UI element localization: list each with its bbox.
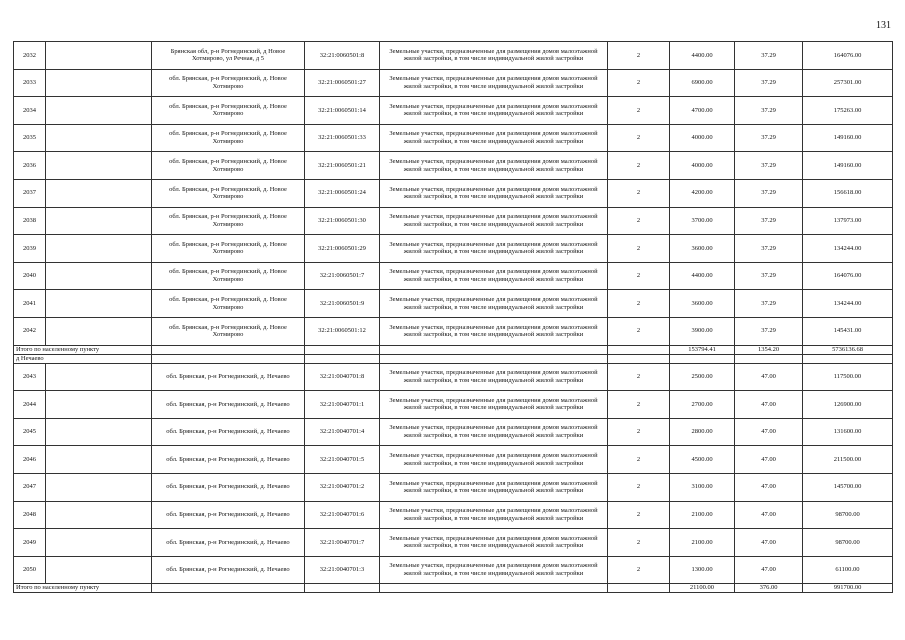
land-purpose-cell: Земельные участки, предназначенные для размещения домов малоэтажной жилой застройки, в том числе индивидуальной жилой застройки: [380, 556, 608, 584]
empty-cell: [380, 584, 608, 593]
cadastral-value-cell: 149160.00: [803, 124, 893, 152]
row-number: 2045: [14, 418, 46, 446]
subtotal-cost: 5736136.68: [803, 345, 893, 354]
row-number: 2033: [14, 69, 46, 97]
address-cell: Брянская обл, р-н Рогнединский, д Новое Хотмирово, ул Речная, д 5: [152, 42, 305, 70]
cadastral-value-cell: 117500.00: [803, 363, 893, 391]
table-row: [14, 473, 893, 501]
address-cell: обл. Брянская, р-н Рогнединский, д. Новое Хотмирово: [152, 290, 305, 318]
address-cell: обл. Брянская, р-н Рогнединский, д. Нечаево: [152, 473, 305, 501]
cadastral-number-cell: 32:21:0040701:3: [305, 556, 380, 584]
land-purpose-cell: Земельные участки, предназначенные для размещения домов малоэтажной жилой застройки, в том числе индивидуальной жилой застройки: [380, 501, 608, 529]
address-cell: обл. Брянская, р-н Рогнединский, д. Нечаево: [152, 501, 305, 529]
address-cell: обл. Брянская, р-н Рогнединский, д. Нечаево: [152, 529, 305, 557]
land-purpose-cell: Земельные участки, предназначенные для размещения домов малоэтажной жилой застройки, в том числе индивидуальной жилой застройки: [380, 152, 608, 180]
cadastral-value-cell: 164076.00: [803, 42, 893, 70]
empty-cell: [46, 262, 152, 290]
category-code-cell: 2: [608, 290, 670, 318]
category-code-cell: 2: [608, 418, 670, 446]
cadastral-value-cell: 145700.00: [803, 473, 893, 501]
empty-cell: [46, 97, 152, 125]
table-row: [14, 418, 893, 446]
subtotal-area: 153794.41: [670, 345, 735, 354]
subtotal-row: [14, 345, 893, 354]
cadastral-value-cell: 211500.00: [803, 446, 893, 474]
empty-cell: [46, 69, 152, 97]
table-row: [14, 391, 893, 419]
unit-value-cell: 47.00: [735, 529, 803, 557]
cadastral-value-cell: 156618.00: [803, 179, 893, 207]
category-code-cell: 2: [608, 529, 670, 557]
area-cell: 4000.00: [670, 124, 735, 152]
cadastral-value-cell: 98700.00: [803, 529, 893, 557]
unit-value-cell: 47.00: [735, 501, 803, 529]
land-purpose-cell: Земельные участки, предназначенные для размещения домов малоэтажной жилой застройки, в том числе индивидуальной жилой застройки: [380, 262, 608, 290]
table-row: [14, 446, 893, 474]
cadastral-number-cell: 32:21:0060501:21: [305, 152, 380, 180]
row-number: 2034: [14, 97, 46, 125]
area-cell: 6900.00: [670, 69, 735, 97]
unit-value-cell: 47.00: [735, 473, 803, 501]
empty-cell: [608, 345, 670, 354]
cadastral-value-cell: 134244.00: [803, 290, 893, 318]
address-cell: обл. Брянская, р-н Рогнединский, д. Новое Хотмирово: [152, 317, 305, 345]
table-row: [14, 207, 893, 235]
area-cell: 2100.00: [670, 529, 735, 557]
area-cell: 3600.00: [670, 235, 735, 263]
unit-value-cell: 37.29: [735, 235, 803, 263]
address-cell: обл. Брянская, р-н Рогнединский, д. Нечаево: [152, 446, 305, 474]
cadastral-value-cell: 134244.00: [803, 235, 893, 263]
table-row: [14, 235, 893, 263]
row-number: 2044: [14, 391, 46, 419]
area-cell: 4400.00: [670, 262, 735, 290]
table-row: [14, 363, 893, 391]
cadastral-value-cell: 98700.00: [803, 501, 893, 529]
table-row: [14, 556, 893, 584]
row-number: 2032: [14, 42, 46, 70]
cadastral-value-cell: 145431.00: [803, 317, 893, 345]
subtotal-unit-value: 1354.20: [735, 345, 803, 354]
unit-value-cell: 37.29: [735, 97, 803, 125]
land-purpose-cell: Земельные участки, предназначенные для размещения домов малоэтажной жилой застройки, в том числе индивидуальной жилой застройки: [380, 179, 608, 207]
cadastral-number-cell: 32:21:0060501:14: [305, 97, 380, 125]
row-number: 2050: [14, 556, 46, 584]
address-cell: обл. Брянская, р-н Рогнединский, д. Новое Хотмирово: [152, 69, 305, 97]
table-row: [14, 317, 893, 345]
address-cell: обл. Брянская, р-н Рогнединский, д. Новое Хотмирово: [152, 152, 305, 180]
address-cell: обл. Брянская, р-н Рогнединский, д. Новое Хотмирово: [152, 179, 305, 207]
unit-value-cell: 37.29: [735, 69, 803, 97]
empty-cell: [380, 354, 608, 363]
empty-cell: [46, 152, 152, 180]
empty-cell: [608, 584, 670, 593]
category-code-cell: 2: [608, 124, 670, 152]
empty-cell: [46, 42, 152, 70]
area-cell: 2800.00: [670, 418, 735, 446]
cadastral-value-cell: 126900.00: [803, 391, 893, 419]
cadastral-value-cell: 175263.00: [803, 97, 893, 125]
row-number: 2048: [14, 501, 46, 529]
unit-value-cell: 47.00: [735, 446, 803, 474]
cadastral-number-cell: 32:21:0040701:8: [305, 363, 380, 391]
category-code-cell: 2: [608, 556, 670, 584]
empty-cell: [46, 235, 152, 263]
address-cell: обл. Брянская, р-н Рогнединский, д. Нечаево: [152, 391, 305, 419]
category-code-cell: 2: [608, 363, 670, 391]
cadastral-number-cell: 32:21:0040701:1: [305, 391, 380, 419]
category-code-cell: 2: [608, 391, 670, 419]
area-cell: 3600.00: [670, 290, 735, 318]
table-row: [14, 152, 893, 180]
unit-value-cell: 47.00: [735, 363, 803, 391]
empty-cell: [735, 354, 803, 363]
cadastral-value-cell: 149160.00: [803, 152, 893, 180]
empty-cell: [46, 179, 152, 207]
unit-value-cell: 37.29: [735, 124, 803, 152]
cadastral-number-cell: 32:21:0040701:4: [305, 418, 380, 446]
address-cell: обл. Брянская, р-н Рогнединский, д. Новое Хотмирово: [152, 262, 305, 290]
empty-cell: [670, 354, 735, 363]
cadastral-number-cell: 32:21:0060501:7: [305, 262, 380, 290]
row-number: 2040: [14, 262, 46, 290]
land-purpose-cell: Земельные участки, предназначенные для размещения домов малоэтажной жилой застройки, в том числе индивидуальной жилой застройки: [380, 124, 608, 152]
empty-cell: [46, 391, 152, 419]
unit-value-cell: 47.00: [735, 418, 803, 446]
area-cell: 4200.00: [670, 179, 735, 207]
cadastral-number-cell: 32:21:0040701:7: [305, 529, 380, 557]
category-code-cell: 2: [608, 501, 670, 529]
cadastral-value-cell: 257301.00: [803, 69, 893, 97]
row-number: 2037: [14, 179, 46, 207]
category-code-cell: 2: [608, 317, 670, 345]
empty-cell: [46, 501, 152, 529]
land-purpose-cell: Земельные участки, предназначенные для размещения домов малоэтажной жилой застройки, в том числе индивидуальной жилой застройки: [380, 446, 608, 474]
land-purpose-cell: Земельные участки, предназначенные для размещения домов малоэтажной жилой застройки, в том числе индивидуальной жилой застройки: [380, 235, 608, 263]
unit-value-cell: 47.00: [735, 556, 803, 584]
address-cell: обл. Брянская, р-н Рогнединский, д. Нечаево: [152, 556, 305, 584]
category-code-cell: 2: [608, 207, 670, 235]
land-purpose-cell: Земельные участки, предназначенные для размещения домов малоэтажной жилой застройки, в том числе индивидуальной жилой застройки: [380, 529, 608, 557]
table-row: [14, 124, 893, 152]
empty-cell: [46, 290, 152, 318]
area-cell: 4400.00: [670, 42, 735, 70]
empty-cell: [803, 354, 893, 363]
row-number: 2042: [14, 317, 46, 345]
land-purpose-cell: Земельные участки, предназначенные для размещения домов малоэтажной жилой застройки, в том числе индивидуальной жилой застройки: [380, 290, 608, 318]
address-cell: обл. Брянская, р-н Рогнединский, д. Новое Хотмирово: [152, 124, 305, 152]
unit-value-cell: 37.29: [735, 207, 803, 235]
empty-cell: [305, 345, 380, 354]
row-number: 2047: [14, 473, 46, 501]
land-purpose-cell: Земельные участки, предназначенные для размещения домов малоэтажной жилой застройки, в том числе индивидуальной жилой застройки: [380, 97, 608, 125]
empty-cell: [608, 354, 670, 363]
empty-cell: [46, 529, 152, 557]
table-row: [14, 529, 893, 557]
table-row: [14, 97, 893, 125]
cadastral-number-cell: 32:21:0060501:8: [305, 42, 380, 70]
empty-cell: [46, 556, 152, 584]
category-code-cell: 2: [608, 152, 670, 180]
unit-value-cell: 37.29: [735, 42, 803, 70]
category-code-cell: 2: [608, 69, 670, 97]
cadastral-number-cell: 32:21:0060501:27: [305, 69, 380, 97]
row-number: 2046: [14, 446, 46, 474]
row-number: 2035: [14, 124, 46, 152]
subtotal-row: [14, 584, 893, 593]
category-code-cell: 2: [608, 97, 670, 125]
address-cell: обл. Брянская, р-н Рогнединский, д. Новое Хотмирово: [152, 235, 305, 263]
settlement-name: д Нечаево: [14, 354, 152, 363]
category-code-cell: 2: [608, 179, 670, 207]
land-registry-table: [13, 41, 893, 593]
address-cell: обл. Брянская, р-н Рогнединский, д. Нечаево: [152, 363, 305, 391]
table-row: [14, 179, 893, 207]
address-cell: обл. Брянская, р-н Рогнединский, д. Новое Хотмирово: [152, 207, 305, 235]
table-row: [14, 42, 893, 70]
empty-cell: [46, 363, 152, 391]
empty-cell: [46, 317, 152, 345]
land-purpose-cell: Земельные участки, предназначенные для размещения домов малоэтажной жилой застройки, в том числе индивидуальной жилой застройки: [380, 418, 608, 446]
land-purpose-cell: Земельные участки, предназначенные для размещения домов малоэтажной жилой застройки, в том числе индивидуальной жилой застройки: [380, 207, 608, 235]
cadastral-value-cell: 61100.00: [803, 556, 893, 584]
cadastral-number-cell: 32:21:0040701:2: [305, 473, 380, 501]
table-row: [14, 501, 893, 529]
unit-value-cell: 37.29: [735, 262, 803, 290]
subtotal-label: Итого по населенному пункту: [14, 584, 152, 593]
address-cell: обл. Брянская, р-н Рогнединский, д. Новое Хотмирово: [152, 97, 305, 125]
category-code-cell: 2: [608, 235, 670, 263]
land-purpose-cell: Земельные участки, предназначенные для размещения домов малоэтажной жилой застройки, в том числе индивидуальной жилой застройки: [380, 391, 608, 419]
row-number: 2038: [14, 207, 46, 235]
row-number: 2041: [14, 290, 46, 318]
land-purpose-cell: Земельные участки, предназначенные для размещения домов малоэтажной жилой застройки, в том числе индивидуальной жилой застройки: [380, 69, 608, 97]
cadastral-value-cell: 131600.00: [803, 418, 893, 446]
area-cell: 4500.00: [670, 446, 735, 474]
row-number: 2049: [14, 529, 46, 557]
cadastral-number-cell: 32:21:0060501:9: [305, 290, 380, 318]
empty-cell: [46, 418, 152, 446]
cadastral-number-cell: 32:21:0040701:5: [305, 446, 380, 474]
area-cell: 2700.00: [670, 391, 735, 419]
area-cell: 2100.00: [670, 501, 735, 529]
table-row: [14, 69, 893, 97]
empty-cell: [152, 354, 305, 363]
unit-value-cell: 37.29: [735, 179, 803, 207]
subtotal-area: 21100.00: [670, 584, 735, 593]
row-number: 2043: [14, 363, 46, 391]
empty-cell: [305, 354, 380, 363]
row-number: 2039: [14, 235, 46, 263]
unit-value-cell: 37.29: [735, 317, 803, 345]
subtotal-label: Итого по населенному пункту: [14, 345, 152, 354]
table-row: [14, 262, 893, 290]
row-number: 2036: [14, 152, 46, 180]
unit-value-cell: 37.29: [735, 152, 803, 180]
cadastral-number-cell: 32:21:0060501:33: [305, 124, 380, 152]
category-code-cell: 2: [608, 473, 670, 501]
area-cell: 2500.00: [670, 363, 735, 391]
table-row: [14, 290, 893, 318]
area-cell: 4000.00: [670, 152, 735, 180]
empty-cell: [152, 345, 305, 354]
page-number: 131: [876, 20, 891, 31]
cadastral-number-cell: 32:21:0060501:30: [305, 207, 380, 235]
empty-cell: [46, 124, 152, 152]
unit-value-cell: 37.29: [735, 290, 803, 318]
empty-cell: [305, 584, 380, 593]
area-cell: 3100.00: [670, 473, 735, 501]
unit-value-cell: 47.00: [735, 391, 803, 419]
subtotal-cost: 991700.00: [803, 584, 893, 593]
category-code-cell: 2: [608, 42, 670, 70]
empty-cell: [152, 584, 305, 593]
cadastral-number-cell: 32:21:0060501:29: [305, 235, 380, 263]
land-purpose-cell: Земельные участки, предназначенные для размещения домов малоэтажной жилой застройки, в том числе индивидуальной жилой застройки: [380, 473, 608, 501]
empty-cell: [46, 207, 152, 235]
land-purpose-cell: Земельные участки, предназначенные для размещения домов малоэтажной жилой застройки, в том числе индивидуальной жилой застройки: [380, 42, 608, 70]
cadastral-number-cell: 32:21:0040701:6: [305, 501, 380, 529]
empty-cell: [46, 473, 152, 501]
settlement-header-row: [14, 354, 893, 363]
area-cell: 3900.00: [670, 317, 735, 345]
area-cell: 4700.00: [670, 97, 735, 125]
cadastral-value-cell: 164076.00: [803, 262, 893, 290]
category-code-cell: 2: [608, 446, 670, 474]
category-code-cell: 2: [608, 262, 670, 290]
empty-cell: [380, 345, 608, 354]
address-cell: обл. Брянская, р-н Рогнединский, д. Нечаево: [152, 418, 305, 446]
cadastral-value-cell: 137973.00: [803, 207, 893, 235]
area-cell: 3700.00: [670, 207, 735, 235]
empty-cell: [46, 446, 152, 474]
cadastral-number-cell: 32:21:0060501:12: [305, 317, 380, 345]
land-purpose-cell: Земельные участки, предназначенные для размещения домов малоэтажной жилой застройки, в том числе индивидуальной жилой застройки: [380, 363, 608, 391]
subtotal-unit-value: 376.00: [735, 584, 803, 593]
area-cell: 1300.00: [670, 556, 735, 584]
cadastral-number-cell: 32:21:0060501:24: [305, 179, 380, 207]
land-purpose-cell: Земельные участки, предназначенные для размещения домов малоэтажной жилой застройки, в том числе индивидуальной жилой застройки: [380, 317, 608, 345]
